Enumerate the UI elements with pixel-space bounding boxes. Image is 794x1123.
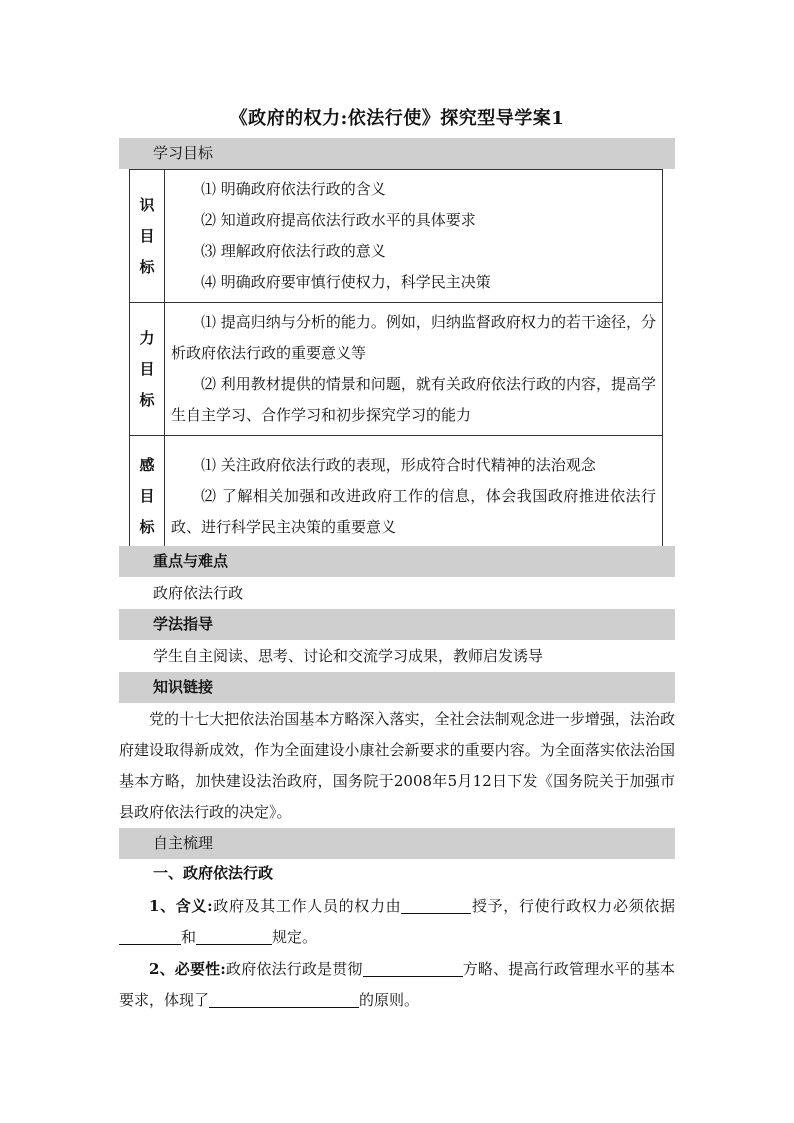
- goal-content-knowledge: [165, 170, 663, 303]
- label-char: 标: [139, 518, 155, 536]
- goal-item: ⑵ 知道政府提高依法行政水平的具体要求: [201, 211, 476, 229]
- label-char: 标: [139, 390, 155, 409]
- goals-row-knowledge: [130, 170, 663, 303]
- method-text: 学生自主阅读、思考、讨论和交流学习成果，教师启发诱导: [153, 647, 544, 665]
- study-item-2-label: 2、必要性:: [149, 960, 226, 978]
- goals-row-emotion: [130, 436, 663, 558]
- section-header-key-points: 重点与难点: [119, 546, 675, 577]
- goal-item: ⑵ 利用教材提供的情景和问题，就有关政府依法行政的内容，提高学生自主学习、合作学习和初步探究学习的能力: [171, 375, 656, 424]
- section-header-knowledge: 知识链接: [119, 672, 675, 703]
- goal-item: ⑵ 了解相关加强和改进政府工作的信息，体会我国政府推进依法行政、进行科学民主决策的重要意义: [171, 487, 656, 536]
- label-char: 目: [139, 226, 155, 245]
- study-item-1-text: 授予，行使行政权力必须依据: [471, 897, 675, 915]
- goal-item: ⑴ 关注政府依法行政的表现，形成符合时代精神的法治观念: [201, 456, 596, 474]
- label-char: 目: [139, 487, 155, 505]
- knowledge-paragraph: 党的十七大把依法治国基本方略深入落实，全社会法制观念进一步增强，法治政府建设取得新成效，作为全面建设小康社会新要求的重要内容。为全面落实依法治国基本方略，加快建设法治政府，国务院于2008年5月12日下发《国务院关于加强市县政府依法行政的决定》。: [119, 710, 675, 821]
- study-item-2-text: 政府依法行政是贯彻: [225, 960, 363, 978]
- document-title: 《政府的权力:依法行使》探究型导学案1: [229, 108, 565, 129]
- goal-item: ⑴ 明确政府依法行政的含义: [201, 180, 386, 198]
- goals-table: [129, 169, 663, 558]
- goal-content-ability: [165, 303, 663, 436]
- goal-item: ⑷ 明确政府要审慎行使权力，科学民主决策: [201, 273, 491, 291]
- goal-item: ⑶ 理解政府依法行政的意义: [201, 242, 386, 260]
- label-char: 感: [139, 456, 155, 474]
- label-char: 标: [139, 257, 155, 276]
- goal-label-ability: [130, 303, 165, 436]
- answer-blank[interactable]: [401, 895, 471, 914]
- key-points-text: 政府依法行政: [153, 584, 244, 602]
- label-char: 目: [139, 359, 155, 378]
- goal-label-emotion: [130, 436, 165, 558]
- answer-blank[interactable]: [196, 926, 272, 945]
- study-item-2-text: 方略、提高行政管理水平的基本要求，体现了: [119, 960, 675, 1009]
- study-item-1: [119, 891, 675, 953]
- goals-row-ability: [130, 303, 663, 436]
- study-item-2-text: 的原则。: [359, 991, 420, 1009]
- study-item-1-text: 和: [181, 928, 197, 946]
- answer-blank[interactable]: [209, 989, 359, 1008]
- goal-label-knowledge: [130, 170, 165, 303]
- answer-blank[interactable]: [119, 926, 181, 945]
- answer-blank[interactable]: [363, 958, 463, 977]
- study-item-1-label: 1、含义:: [149, 897, 213, 915]
- label-char: 力: [139, 328, 155, 347]
- section-header-method: 学法指导: [119, 609, 675, 640]
- section-header-self-study: 自主梳理: [119, 828, 675, 859]
- study-item-2: [119, 954, 675, 1016]
- label-char: 识: [139, 195, 155, 214]
- goal-item: ⑴ 提高归纳与分析的能力。例如，归纳监督政府权力的若干途径，分析政府依法行政的重要意义等: [171, 313, 656, 362]
- study-heading: 一、政府依法行政: [153, 864, 274, 882]
- section-header-learning-goals: 学习目标: [119, 138, 675, 169]
- goal-content-emotion: [165, 436, 663, 558]
- study-item-1-text: 政府及其工作人员的权力由: [212, 897, 402, 915]
- study-item-1-text: 规定。: [272, 928, 318, 946]
